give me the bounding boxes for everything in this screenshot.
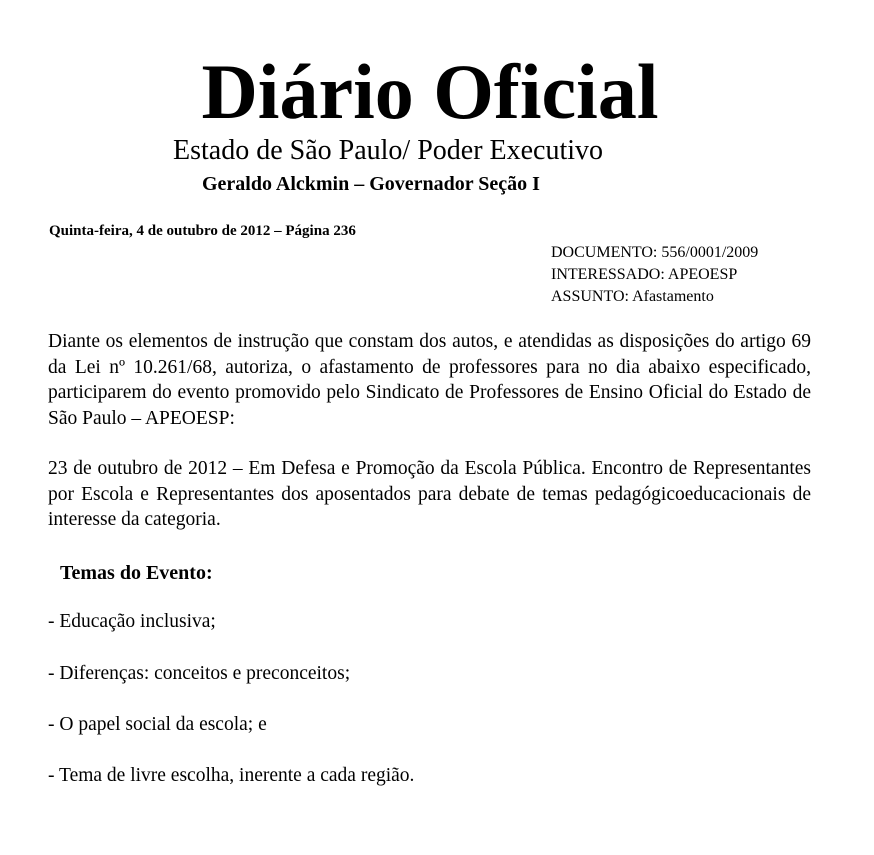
topic-item: - Educação inclusiva; xyxy=(48,611,216,632)
issue-dateline: Quinta-feira, 4 de outubro de 2012 – Página 236 xyxy=(49,223,356,239)
newspaper-title: Diário Oficial xyxy=(201,48,659,135)
document-metadata xyxy=(551,242,758,308)
topics-heading: Temas do Evento: xyxy=(60,562,213,584)
subject: ASSUNTO: Afastamento xyxy=(551,288,714,305)
document-number: DOCUMENTO: 556/0001/2009 xyxy=(551,244,759,261)
topic-item: - Diferenças: conceitos e preconceitos; xyxy=(48,663,351,684)
governor-section-line: Geraldo Alckmin – Governador Seção I xyxy=(202,173,540,195)
topic-item: - Tema de livre escolha, inerente a cada região. xyxy=(48,765,415,786)
topic-item: - O papel social da escola; e xyxy=(48,714,267,735)
authorization-paragraph: Diante os elementos de instrução que constam dos autos, e atendidas as disposições do artigo 69 da Lei nº 10.261/68, autoriza, o afastamento de professores para no dia abaixo especificado, participarem do evento promovido pelo Sindicato de Professores de Ensino Oficial do Estado de São Paulo – APEOESP: xyxy=(48,331,811,429)
event-paragraph: 23 de outubro de 2012 – Em Defesa e Promoção da Escola Pública. Encontro de Representantes por Escola e Representantes dos aposentados para debate de temas pedagógicoeducacionais de interesse da categoria. xyxy=(48,458,811,530)
interested-party: INTERESSADO: APEOESP xyxy=(551,266,738,283)
newspaper-subtitle: Estado de São Paulo/ Poder Executivo xyxy=(173,135,604,166)
